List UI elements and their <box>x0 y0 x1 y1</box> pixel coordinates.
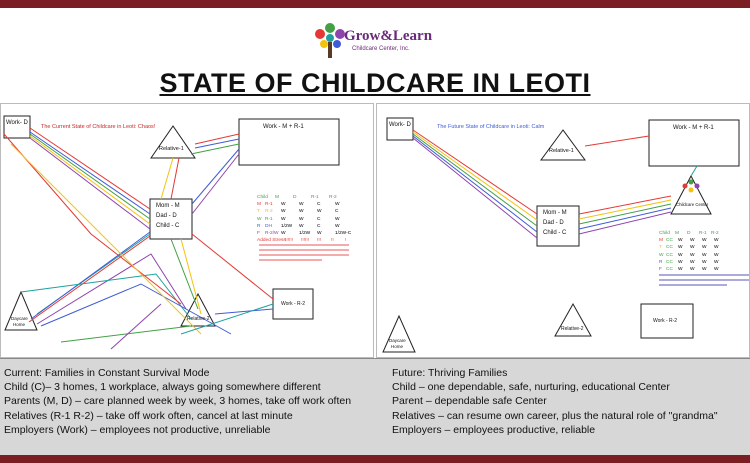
relative2-label: Relative-2 <box>187 316 210 322</box>
table-row: M CC W W W W <box>659 238 719 244</box>
future-daycare-label-2: Home <box>391 344 404 349</box>
current-panel-title: The Current State of Childcare in Leoti: Chaos! <box>41 124 156 130</box>
relative1-triangle <box>151 126 195 158</box>
daycare-label-2: Home <box>13 322 26 327</box>
current-parents: Parents (M, D) – care planned week by week, 3 homes, take off work often <box>4 395 352 408</box>
work-d-label: Work- D <box>6 120 28 126</box>
bottom-accent-bar <box>0 455 750 463</box>
family-mom: Mom - M <box>156 203 180 209</box>
childcare-center-label: Childcare Center <box>676 202 709 207</box>
top-accent-bar <box>0 0 750 8</box>
future-work-r2-label: Work - R-2 <box>653 318 678 324</box>
current-state-diagram <box>0 103 374 358</box>
current-relatives: Relatives (R-1 R-2) – take off work often, cancel at last minute <box>4 409 293 422</box>
current-heading: Current: Families in Constant Survival Mode <box>4 367 210 379</box>
future-work-m-r1-label: Work - M + R-1 <box>673 125 714 131</box>
daycare-label-1: Daycare <box>11 316 28 321</box>
family-child: Child - C <box>156 223 180 229</box>
table-row: F R-2/W W 1/2W W 1/2W-C <box>257 231 352 237</box>
future-family-dad: Dad - D <box>543 220 564 226</box>
future-daycare-label-1: Daycare <box>389 338 406 343</box>
future-panel-title: The Future State of Childcare in Leoti: Calm <box>437 124 545 130</box>
future-relative2-label: Relative-2 <box>561 326 584 332</box>
current-schedule-table <box>257 194 351 244</box>
future-family-child: Child - C <box>543 230 567 236</box>
table-row: R CC W W W W <box>659 259 719 265</box>
table-row: M R-1 W W C W <box>257 202 340 208</box>
header <box>0 8 750 103</box>
page-title: STATE OF CHILDCARE IN LEOTI <box>159 68 591 98</box>
future-employers: Employers – employees productive, reliable <box>392 423 596 436</box>
table-row: T R-2 W W W C <box>257 209 339 215</box>
current-child: Child (C)– 3 homes, 1 workplace, always going somewhere different <box>4 381 321 394</box>
table-header: Child M D R-1 R-2 <box>257 195 337 200</box>
logo-subtitle: Childcare Center, Inc. <box>352 46 410 52</box>
added-stress-row: Added Stress!!!!!! !!!!!! !!! !! ! <box>257 238 347 244</box>
relative1-label: Relative-1 <box>159 146 184 152</box>
future-summary <box>392 366 748 437</box>
future-relatives: Relatives – can resume own career, plus the natural role of "grandma" <box>392 409 718 422</box>
table-row: W CC W W W W <box>659 252 719 258</box>
work-m-r1-label: Work - M + R-1 <box>263 124 304 130</box>
future-notes-text <box>659 274 749 289</box>
future-state-diagram <box>376 103 750 358</box>
future-schedule-table <box>659 230 719 273</box>
family-dad: Dad - D <box>156 213 177 219</box>
logo-name: Grow&Learn <box>344 28 433 44</box>
future-family-mom: Mom - M <box>543 210 567 216</box>
table-header: Child M D R-1 R-2 <box>659 231 719 236</box>
future-heading: Future: Thriving Families <box>392 367 508 379</box>
work-r2-label: Work - R-2 <box>281 301 306 307</box>
table-row: W R-1 W W C W <box>257 216 340 222</box>
current-notes-text <box>259 244 349 264</box>
table-row: R DH 1/2W W C W <box>257 223 340 229</box>
table-row: T CC W W W W <box>659 245 719 251</box>
current-summary <box>4 366 376 437</box>
future-relative1-label: Relative-1 <box>549 148 574 154</box>
current-employers: Employers (Work) – employees not productive, unreliable <box>4 423 271 436</box>
future-child: Child – one dependable, safe, nurturing, educational Center <box>392 381 670 394</box>
future-parent: Parent – dependable safe Center <box>392 395 547 408</box>
table-row: F CC W W W W <box>659 267 719 273</box>
future-work-d-label: Work- D <box>389 122 411 128</box>
